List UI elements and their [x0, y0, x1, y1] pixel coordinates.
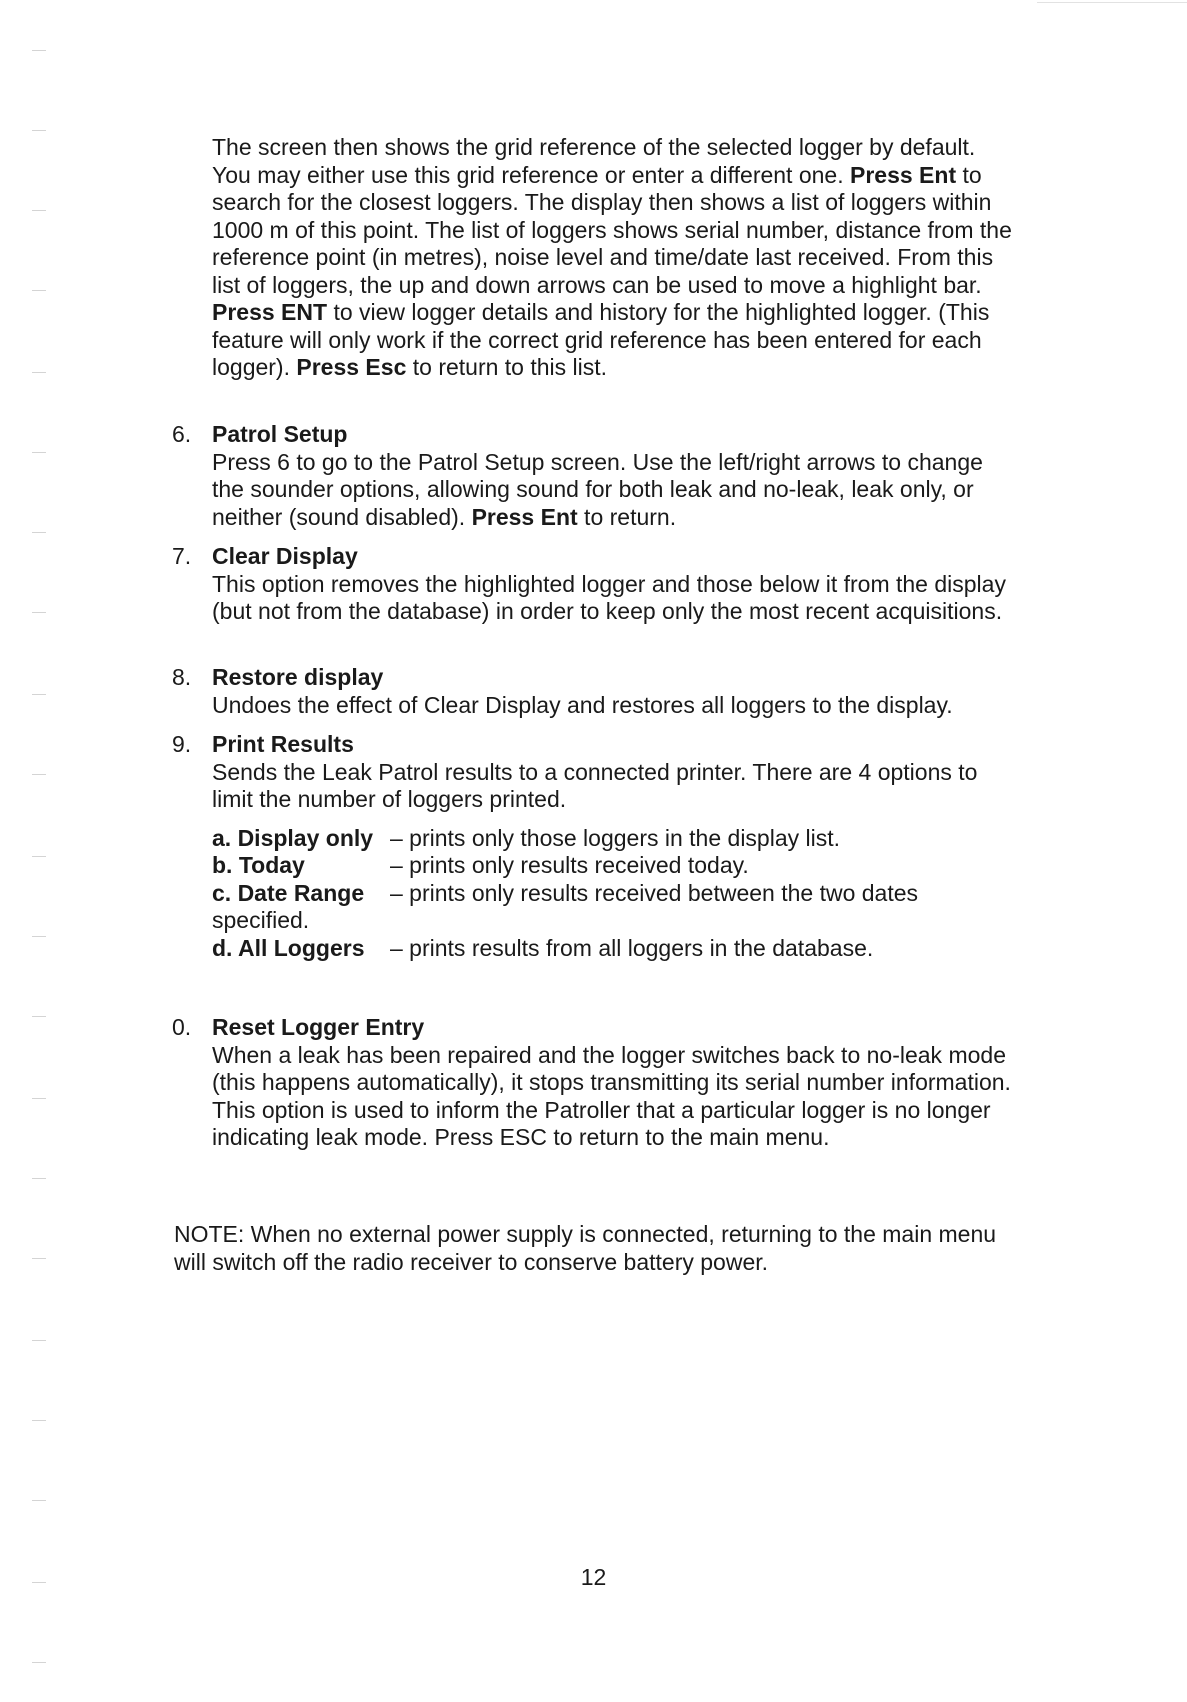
item-number: 0. — [172, 1014, 192, 1040]
item-body: Undoes the effect of Clear Display and restores all loggers to the display. — [212, 691, 953, 718]
print-option-today — [212, 852, 1012, 880]
menu-item-8 — [172, 664, 1012, 719]
intro-sentence: to view logger details and history for the highlighted logger. (This feature will only work if the correct grid reference has been entered for each logger). — [212, 299, 990, 380]
item-number: 6. — [172, 421, 192, 447]
item-heading: Patrol Setup — [212, 421, 348, 447]
item-body — [212, 449, 1012, 532]
option-description: – prints only results received between the two dates — [390, 879, 919, 906]
page-number — [0, 1564, 1187, 1592]
item-heading: Print Results — [212, 731, 354, 757]
scan-mark — [32, 1098, 46, 1099]
item-body: This option removes the highlighted logger and those below it from the display (but not from the database) in order to keep only the most recent acquisitions. — [212, 570, 1006, 624]
scan-mark — [32, 1016, 46, 1017]
print-option-date-range-continued — [212, 907, 1012, 935]
scan-mark — [32, 936, 46, 937]
item-number: 9. — [172, 731, 192, 757]
scan-mark — [32, 856, 46, 857]
scan-mark — [32, 372, 46, 373]
item-heading: Restore display — [212, 664, 384, 690]
scan-edge-line — [1037, 2, 1187, 3]
scan-mark — [32, 452, 46, 453]
intro-bold-press-ent-caps: Press ENT — [212, 299, 328, 325]
item-number: 8. — [172, 664, 192, 690]
option-label: a. Display only — [212, 824, 374, 851]
item-body-text: Press 6 to go to the Patrol Setup screen. Use the left/right arrows to change the sounder options, allowing sound for both leak and no-leak, leak only, or neither (sound disabled). — [212, 448, 983, 530]
note-paragraph: NOTE: When no external power supply is connected, returning to the main menu will switch off the radio receiver to conserve battery power. — [174, 1221, 997, 1275]
item-heading: Clear Display — [212, 543, 358, 569]
menu-item-6 — [172, 421, 1012, 531]
option-description: – prints results from all loggers in the database. — [390, 934, 874, 961]
scan-mark — [32, 1662, 46, 1663]
item-body-bold: Press Ent — [471, 503, 578, 530]
intro-paragraph — [212, 134, 1012, 382]
item-body: When a leak has been repaired and the logger switches back to no-leak mode (this happens automatically), it stops transmitting its serial number information. This option is used to inform the Patroller that a particular logger is no longer indicating leak mode. Press ESC to return to the main menu. — [212, 1041, 1011, 1150]
print-option-display-only — [212, 825, 1012, 853]
item-number: 7. — [172, 543, 192, 569]
scan-mark — [32, 774, 46, 775]
item-body: Sends the Leak Patrol results to a connected printer. There are 4 options to limit the number of loggers printed. — [212, 758, 978, 812]
print-option-all-loggers — [212, 935, 1012, 963]
intro-sentence: The screen then shows the grid reference of the selected logger by default. You may either use this grid reference or enter a different one. — [212, 134, 976, 188]
intro-sentence: to search for the closest loggers. The display then shows a list of loggers within 1000 m of this point. The list of loggers shows serial number, distance from the reference point (in metres), noise level and time/date last received. From this list of loggers, the up and down arrows can be used to move a highlight bar. — [212, 161, 1012, 298]
option-label: b. Today — [212, 852, 305, 878]
intro-sentence: to return to this list. — [406, 354, 608, 380]
scan-mark — [32, 694, 46, 695]
intro-bold-press-esc: Press Esc — [296, 354, 407, 380]
intro-bold-press-ent: Press Ent — [850, 161, 957, 188]
scan-mark — [32, 1500, 46, 1501]
menu-item-0 — [172, 1014, 1012, 1152]
item-heading: Reset Logger Entry — [212, 1014, 425, 1040]
print-options-list — [212, 825, 1012, 963]
scan-mark — [32, 1420, 46, 1421]
scan-mark — [32, 50, 46, 51]
scan-mark — [32, 1258, 46, 1259]
option-description: – prints only those loggers in the display list. — [390, 824, 841, 851]
option-label: c. Date Range — [212, 879, 365, 906]
intro-text — [212, 134, 1012, 382]
menu-item-9 — [172, 731, 1012, 962]
page-number-text: 12 — [580, 1564, 607, 1590]
scan-mark — [32, 210, 46, 211]
scan-mark — [32, 612, 46, 613]
scan-mark — [32, 130, 46, 131]
print-option-date-range — [212, 880, 1012, 908]
scan-mark — [32, 532, 46, 533]
menu-item-7 — [172, 543, 1012, 626]
scan-mark — [32, 1340, 46, 1341]
option-description: specified. — [212, 907, 310, 933]
item-body-text: to return. — [577, 503, 677, 530]
scan-mark — [32, 1178, 46, 1179]
option-description: – prints only results received today. — [390, 852, 749, 878]
scan-mark — [32, 290, 46, 291]
option-label: d. All Loggers — [212, 934, 365, 961]
